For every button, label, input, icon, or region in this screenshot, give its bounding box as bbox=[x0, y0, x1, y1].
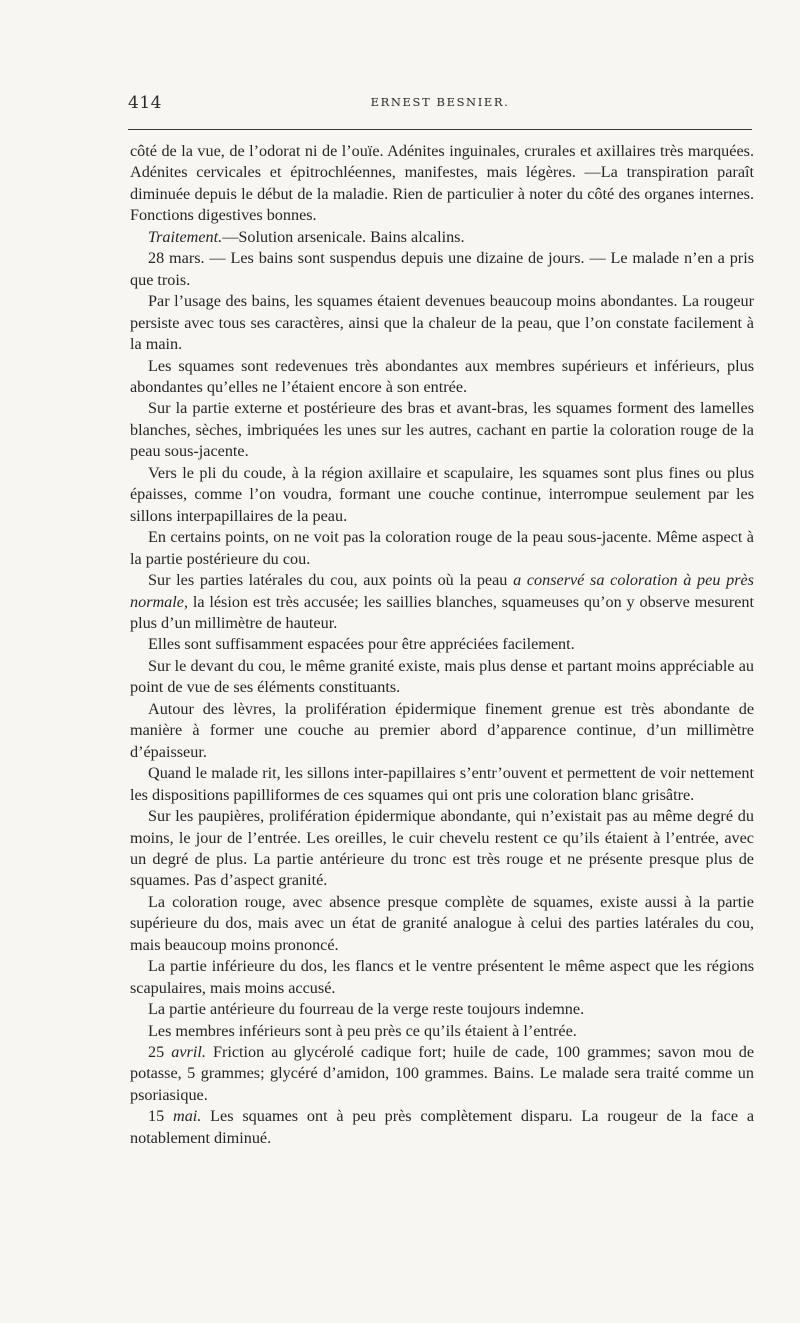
paragraph: Sur la partie externe et postérieure des bras et avant-bras, les squames forment des lamelles blanches, sèches, imbriquées les unes sur les autres, cachant en partie la coloration rouge de la peau sous-jacente. bbox=[130, 399, 754, 461]
paragraph: La partie inférieure du dos, les flancs et le ventre présentent le même aspect que les régions scapulaires, mais moins accusé. bbox=[130, 957, 754, 997]
date-day: 15 bbox=[148, 1107, 174, 1126]
paragraph-text: , la lésion est très accusée; les saillies blanches, squameuses qu’on y observe mesurent plus d’un millimètre de hauteur. bbox=[130, 592, 754, 632]
paragraph bbox=[130, 1106, 754, 1149]
paragraph-text: Les squames ont à peu près complètement disparu. La rougeur de la face a notablement diminué. bbox=[130, 1107, 755, 1147]
date-day: 25 bbox=[148, 1043, 172, 1062]
paragraph bbox=[130, 1042, 754, 1106]
date-month: mai. bbox=[173, 1107, 202, 1126]
paragraph: La partie antérieure du fourreau de la verge reste toujours indemne. bbox=[148, 1000, 585, 1019]
paragraph: La coloration rouge, avec absence presque complète de squames, existe aussi à la partie supérieure du dos, mais avec un état de granité analogue à celui des parties latérales du cou, mais beaucoup moins prononcé. bbox=[130, 892, 754, 954]
running-head: ERNEST BESNIER. bbox=[370, 95, 510, 109]
italic-phrase: a conservé sa coloration à peu près normale bbox=[130, 571, 754, 611]
page-header bbox=[128, 93, 752, 117]
paragraph: Les squames sont redevenues très abondantes aux membres supérieurs et inférieurs, plus abondantes qu’elles ne l’étaient encore à son entrée. bbox=[130, 356, 754, 396]
paragraph: Les membres inférieurs sont à peu près ce qu’ils étaient à l’entrée. bbox=[148, 1021, 577, 1040]
paragraph: Vers le pli du coude, à la région axillaire et scapulaire, les squames sont plus fines ou plus épaisses, comme l’on voudra, formant une couche continue, interrompue seulement par les sillons interpapillaires de la peau. bbox=[130, 463, 754, 525]
date-month: avril. bbox=[171, 1043, 206, 1062]
header-rule bbox=[128, 129, 752, 130]
paragraph: Autour des lèvres, la prolifération épidermique finement grenue est très abondante de manière à former une couche au premier abord d’apparence continue, d’un millimètre d’épaisseur. bbox=[130, 699, 754, 761]
paragraph: Elles sont suffisamment espacées pour être appréciées facilement. bbox=[148, 635, 575, 654]
paragraph: Quand le malade rit, les sillons inter-papillaires s’entr’ouvent et permettent de voir nettement les dispositions papilliformes de ces squames qui ont pris une coloration blanc grisâtre. bbox=[130, 764, 754, 804]
paragraph-text: —Solution arsenicale. Bains alcalins. bbox=[222, 227, 465, 246]
paragraph bbox=[130, 570, 754, 634]
paragraph: côté de la vue, de l’odorat ni de l’ouïe. Adénites inguinales, crurales et axillaires très marquées. Adénites cervicales et épitrochléennes, manifestes, mais légères. —La transpiration paraît diminuée depuis le début de la maladie. Rien de particulier à noter du côté des organes internes. Fonctions digestives bonnes. bbox=[130, 142, 754, 225]
paragraph: Sur le devant du cou, le même granité existe, mais plus dense et partant moins appréciable au point de vue de ses éléments constituants. bbox=[130, 656, 754, 697]
paragraph-text: Sur les parties latérales du cou, aux points où la peau bbox=[148, 571, 514, 590]
paragraph: Sur les paupières, prolifération épidermique abondante, qui n’existait pas au même degré du moins, le jour de l’entrée. Les oreilles, le cuir chevelu restent ce qu’ils étaient à l’entrée, avec un degré de plus. La partie antérieure du tronc est très rouge et ne présente presque plus de squames. Pas d’aspect granité. bbox=[130, 807, 754, 890]
page-number: 414 bbox=[128, 93, 162, 113]
body-text bbox=[130, 141, 754, 1149]
italic-lead: Traitement. bbox=[148, 227, 223, 246]
paragraph-text: Friction au glycérolé cadique fort; huile de cade, 100 grammes; savon mou de potasse, 5 grammes; glycéré d’amidon, 100 grammes. Bains. Le malade sera traité comme un psoriasique. bbox=[130, 1043, 754, 1104]
paragraph: Par l’usage des bains, les squames étaient devenues beaucoup moins abondantes. La rougeur persiste avec tous ses caractères, ainsi que la chaleur de la peau, que l’on constate facilement à la main. bbox=[130, 292, 754, 354]
paragraph bbox=[130, 227, 754, 248]
paragraph: 28 mars. — Les bains sont suspendus depuis une dizaine de jours. — Le malade n’en a pris que trois. bbox=[130, 249, 754, 289]
paragraph: En certains points, on ne voit pas la coloration rouge de la peau sous-jacente. Même aspect à la partie postérieure du cou. bbox=[130, 528, 754, 568]
